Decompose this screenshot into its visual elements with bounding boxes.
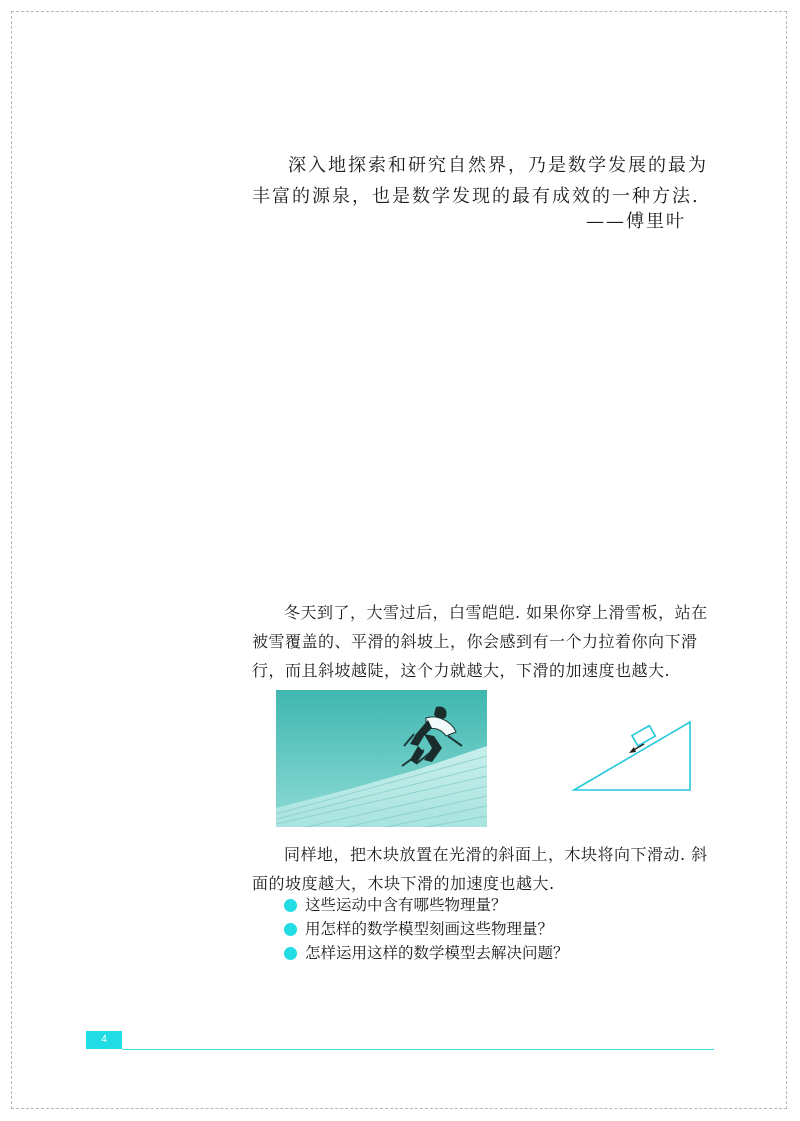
incline-triangle	[574, 722, 690, 790]
bullet-icon	[284, 947, 297, 960]
epigraph	[252, 150, 722, 232]
wooden-block	[632, 726, 655, 746]
footer-rule	[122, 1049, 714, 1050]
question-text: 怎样运用这样的数学模型去解决问题？	[305, 944, 569, 962]
question-text: 这些运动中含有哪些物理量？	[305, 896, 507, 914]
question-list	[284, 893, 569, 965]
bullet-icon	[284, 899, 297, 912]
list-item	[284, 893, 569, 917]
page-number: 4	[86, 1031, 122, 1049]
bullet-icon	[284, 923, 297, 936]
intro-section	[252, 598, 720, 685]
second-section	[252, 840, 720, 898]
quote-author: ——傅里叶	[586, 211, 686, 232]
list-item	[284, 941, 569, 965]
skier-image	[276, 690, 487, 827]
intro-paragraph: 冬天到了，大雪过后，白雪皑皑. 如果你穿上滑雪板，站在被雪覆盖的、平滑的斜坡上，你会感到有一个力拉着你向下滑行，而且斜坡越陡，这个力就越大，下滑的加速度也越大.	[252, 603, 708, 680]
second-paragraph: 同样地，把木块放置在光滑的斜面上，木块将向下滑动. 斜面的坡度越大，木块下滑的加速度也越大.	[252, 845, 708, 893]
arrow-head	[629, 747, 636, 753]
question-text: 用怎样的数学模型刻画这些物理量？	[305, 920, 554, 938]
quote-text: 深入地探索和研究自然界，乃是数学发展的最为丰富的源泉，也是数学发现的最有成效的一种方法.	[252, 155, 708, 207]
skier-photo	[276, 690, 487, 827]
incline-diagram	[568, 716, 696, 796]
list-item	[284, 917, 569, 941]
